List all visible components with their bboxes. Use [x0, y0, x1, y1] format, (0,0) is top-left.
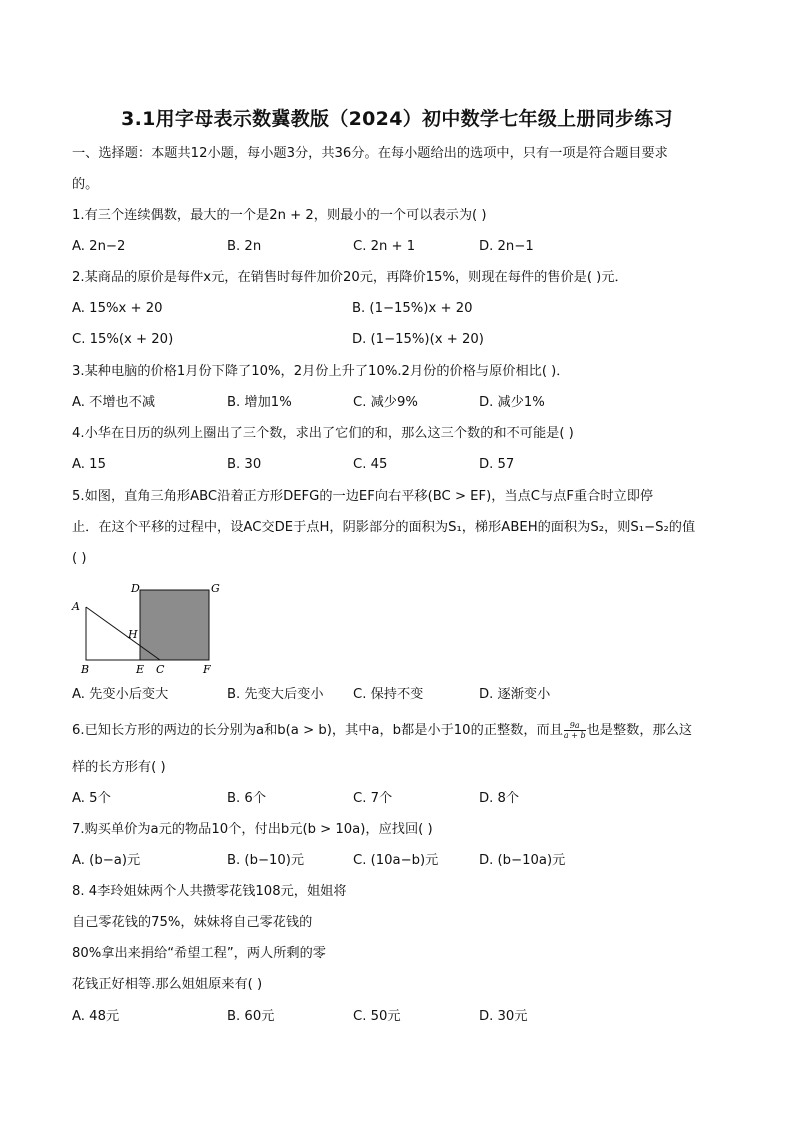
q4-option-a[interactable]: A. 15	[72, 457, 106, 472]
q7-option-c[interactable]: C. (10a−b)元	[353, 853, 439, 868]
q1-option-c[interactable]: C. 2n + 1	[353, 239, 416, 254]
q4-option-d[interactable]: D. 57	[479, 457, 515, 472]
q1-stem: 1.有三个连续偶数，最大的一个是2n + 2，则最小的一个可以表示为( )	[72, 208, 487, 223]
section-instruction-line2: 的。	[72, 177, 99, 192]
q8-options	[72, 1008, 732, 1026]
label-c: C	[156, 663, 165, 676]
q8-option-d[interactable]: D. 30元	[479, 1009, 528, 1024]
q1-option-a[interactable]: A. 2n−2	[72, 239, 126, 254]
q6-fraction-numerator: 9a	[564, 721, 586, 731]
q8-stem-line2: 自己零花钱的75%，妹妹将自己零花钱的	[72, 915, 313, 930]
q2-option-b[interactable]: B. (1−15%)x + 20	[352, 301, 473, 316]
label-d: D	[131, 582, 140, 595]
q4-options	[72, 456, 732, 474]
q2-option-c[interactable]: C. 15%(x + 20)	[72, 332, 174, 347]
q5-options	[72, 686, 732, 704]
q6-option-a[interactable]: A. 5个	[72, 791, 111, 806]
q8-stem-line3: 80%拿出来捐给“希望工程”，两人所剩的零	[72, 946, 326, 961]
q2-option-a[interactable]: A. 15%x + 20	[72, 301, 163, 316]
label-h: H	[128, 628, 138, 641]
q5-stem-line2: 止．在这个平移的过程中，设AC交DE于点H，阴影部分的面积为S₁，梯形ABEH的面积为S₂，则S₁−S₂的值	[72, 520, 696, 535]
label-a: A	[72, 600, 80, 613]
label-g: G	[211, 582, 220, 595]
q5-option-d[interactable]: D. 逐渐变小	[479, 687, 551, 702]
q7-option-b[interactable]: B. (b−10)元	[227, 853, 305, 868]
q8-option-c[interactable]: C. 50元	[353, 1009, 401, 1024]
q1-option-b[interactable]: B. 2n	[227, 239, 262, 254]
q3-option-a[interactable]: A. 不增也不减	[72, 395, 156, 410]
q5-stem-line1: 5.如图，直角三角形ABC沿着正方形DEFG的一边EF向右平移(BC > EF)，当点C与点F重合时立即停	[72, 489, 654, 504]
q5-geometry-figure	[60, 576, 230, 676]
section-instruction-line1: 一、选择题：本题共12小题，每小题3分，共36分。在每小题给出的选项中，只有一项是符合题目要求	[72, 146, 668, 161]
q6-text-b: 也是整数，那么这	[586, 723, 693, 738]
q8-option-b[interactable]: B. 60元	[227, 1009, 275, 1024]
q3-option-c[interactable]: C. 减少9%	[353, 395, 418, 410]
q6-options	[72, 790, 732, 808]
q6-stem-line1	[72, 720, 692, 742]
q4-option-b[interactable]: B. 30	[227, 457, 262, 472]
q6-option-c[interactable]: C. 7个	[353, 791, 393, 806]
q2-option-d[interactable]: D. (1−15%)(x + 20)	[352, 332, 484, 347]
square-defg	[140, 590, 209, 660]
label-b: B	[81, 663, 90, 676]
q3-option-d[interactable]: D. 减少1%	[479, 395, 545, 410]
q8-option-a[interactable]: A. 48元	[72, 1009, 120, 1024]
q4-stem: 4.小华在日历的纵列上圈出了三个数，求出了它们的和，那么这三个数的和不可能是( )	[72, 426, 574, 441]
q7-option-a[interactable]: A. (b−a)元	[72, 853, 141, 868]
q6-option-b[interactable]: B. 6个	[227, 791, 267, 806]
label-e: E	[136, 663, 145, 676]
q2-options-row1	[72, 300, 732, 318]
q3-options	[72, 394, 732, 412]
q7-stem: 7.购买单价为a元的物品10个，付出b元(b > 10a)，应找回( )	[72, 822, 433, 837]
q7-option-d[interactable]: D. (b−10a)元	[479, 853, 566, 868]
q5-option-c[interactable]: C. 保持不变	[353, 687, 424, 702]
q6-stem-line2: 样的长方形有( )	[72, 760, 166, 775]
q1-options	[72, 238, 732, 256]
label-f: F	[203, 663, 211, 676]
q3-stem: 3.某种电脑的价格1月份下降了10%，2月份上升了10%.2月份的价格与原价相比( )．	[72, 364, 570, 379]
q5-figure-svg	[60, 576, 230, 676]
q8-stem-line1: 8. 4李玲姐妹两个人共攒零花钱108元，姐姐将	[72, 884, 347, 899]
q5-stem-line3: ( )	[72, 551, 87, 566]
page-title: 3.1用字母表示数冀教版（2024）初中数学七年级上册同步练习	[121, 108, 673, 130]
q4-option-c[interactable]: C. 45	[353, 457, 388, 472]
q7-options	[72, 852, 732, 870]
q6-text-a: 6.已知长方形的两边的长分别为a和b(a > b)，其中a，b都是小于10的正整数，而且	[72, 723, 563, 738]
q5-option-a[interactable]: A. 先变小后变大	[72, 687, 169, 702]
q1-option-d[interactable]: D. 2n−1	[479, 239, 534, 254]
q2-stem: 2.某商品的原价是每件x元，在销售时每件加价20元，再降价15%，则现在每件的售价是( )元．	[72, 270, 628, 285]
q6-option-d[interactable]: D. 8个	[479, 791, 520, 806]
q3-option-b[interactable]: B. 增加1%	[227, 395, 292, 410]
q6-fraction-denominator: a + b	[563, 730, 586, 740]
q5-option-b[interactable]: B. 先变大后变小	[227, 687, 324, 702]
q6-fraction	[564, 721, 586, 740]
q8-stem-line4: 花钱正好相等.那么姐姐原来有( )	[72, 977, 263, 992]
q2-options-row2	[72, 331, 732, 349]
